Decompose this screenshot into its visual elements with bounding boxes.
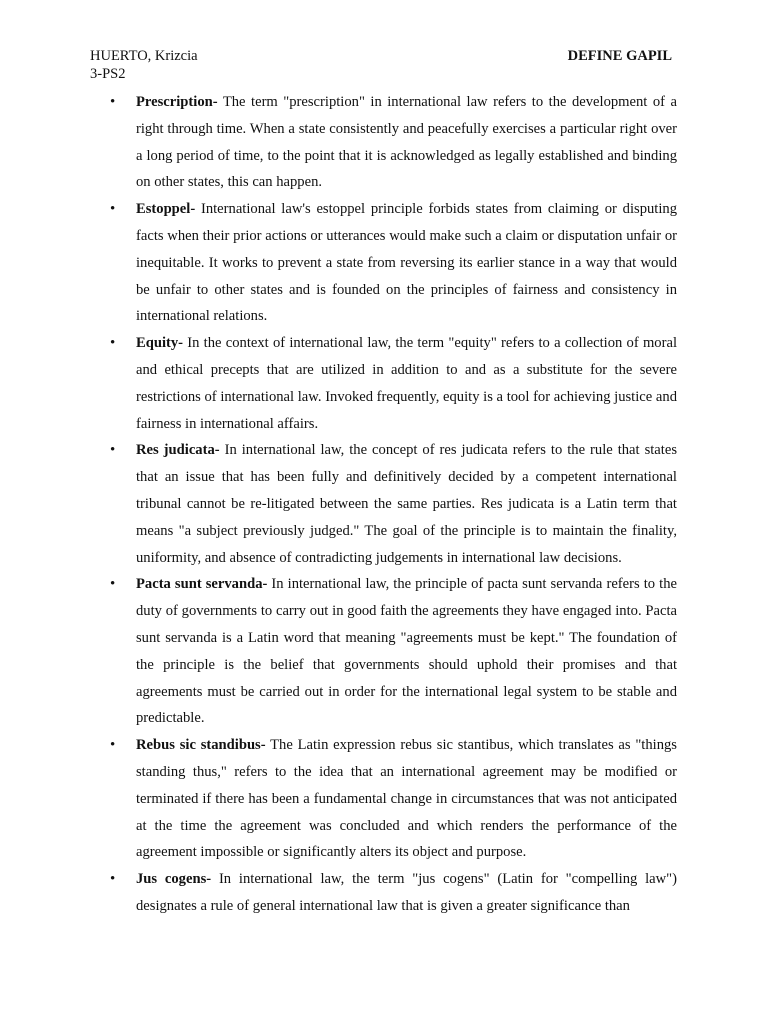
definition-term: Pacta sunt servanda-: [136, 576, 268, 593]
page-header: [90, 47, 674, 83]
bullet-icon: •: [110, 576, 116, 593]
bullet-icon: •: [110, 335, 116, 352]
document-title: DEFINE GAPIL: [567, 48, 672, 64]
definition-term: Prescription-: [136, 94, 218, 110]
bullet-icon: •: [110, 737, 116, 754]
definition-text: In international law, the concept of res judicata refers to the rule that states that an issue that has been fully and definitively decided by a competent international tribunal cannot be re-litigated between the same parties. Res judicata is a Latin term that means "a subject previously judged." The goal of the principle is to maintain the finality, uniformity, and absence of contradicting judgements in international law decisions.: [136, 442, 677, 566]
definition-term: Rebus sic standibus-: [136, 737, 266, 754]
bullet-icon: •: [110, 94, 116, 110]
class-section: 3-PS2: [90, 66, 126, 82]
author-name: HUERTO, Krizcia: [90, 48, 198, 64]
definition-item-pacta-sunt-servanda: [90, 571, 677, 732]
bullet-icon: •: [110, 871, 116, 888]
bullet-icon: •: [110, 201, 116, 218]
definition-text: The Latin expression rebus sic stantibus, which translates as "things standing thus," refers to the idea that an international agreement may be modified or terminated if there has been a fundamental change in circumstances that was not anticipated at the time the agreement was concluded and which renders the performance of the agreement impossible or significantly alters its object and purpose.: [136, 737, 677, 861]
definition-text: In the context of international law, the term "equity" refers to a collection of moral and ethical precepts that are utilized in addition to and as a substitute for the severe restrictions of international law. Invoked frequently, equity is a tool for achieving justice and fairness in international affairs.: [136, 335, 677, 432]
definition-item-estoppel: [90, 196, 677, 330]
definition-term: Equity-: [136, 335, 184, 352]
definition-text: In international law, the principle of pacta sunt servanda refers to the duty of governments to carry out in good faith the agreements they have engaged into. Pacta sunt servanda is a Latin word that meaning "agreements must be kept." The foundation of the principle is the belief that governments should uphold their promises and that agreements must be carried out in order for the international legal system to be stable and predictable.: [136, 576, 677, 727]
bullet-icon: •: [110, 442, 116, 459]
definition-text: In international law, the term "jus cogens" (Latin for "compelling law") designates a rule of general international law that is given a greater significance than: [136, 871, 677, 914]
definition-term: Res judicata-: [136, 442, 220, 459]
document-body: [90, 89, 677, 920]
definition-item-rebus-sic-standibus: [90, 732, 677, 866]
definition-term: Estoppel-: [136, 201, 196, 218]
definition-item-jus-cogens: [90, 866, 677, 920]
definition-text: The term "prescription" in international law refers to the development of a right through time. When a state consistently and peacefully exercises a particular right over a long period of time, to the point that it is acknowledged as legally established and binding on other states, this can happen.: [136, 94, 677, 191]
definition-item-prescription: [90, 89, 677, 196]
definition-item-equity: [90, 330, 677, 437]
definition-list: [90, 89, 677, 920]
definition-text: International law's estoppel principle forbids states from claiming or disputing facts when their prior actions or utterances would make such a claim or disputation unfair or inequitable. It works to prevent a state from reversing its earlier stance in a way that would be unfair to other states and is founded on the principles of fairness and consistency in international relations.: [136, 201, 677, 325]
definition-term: Jus cogens-: [136, 871, 212, 888]
definition-item-res-judicata: [90, 437, 677, 571]
